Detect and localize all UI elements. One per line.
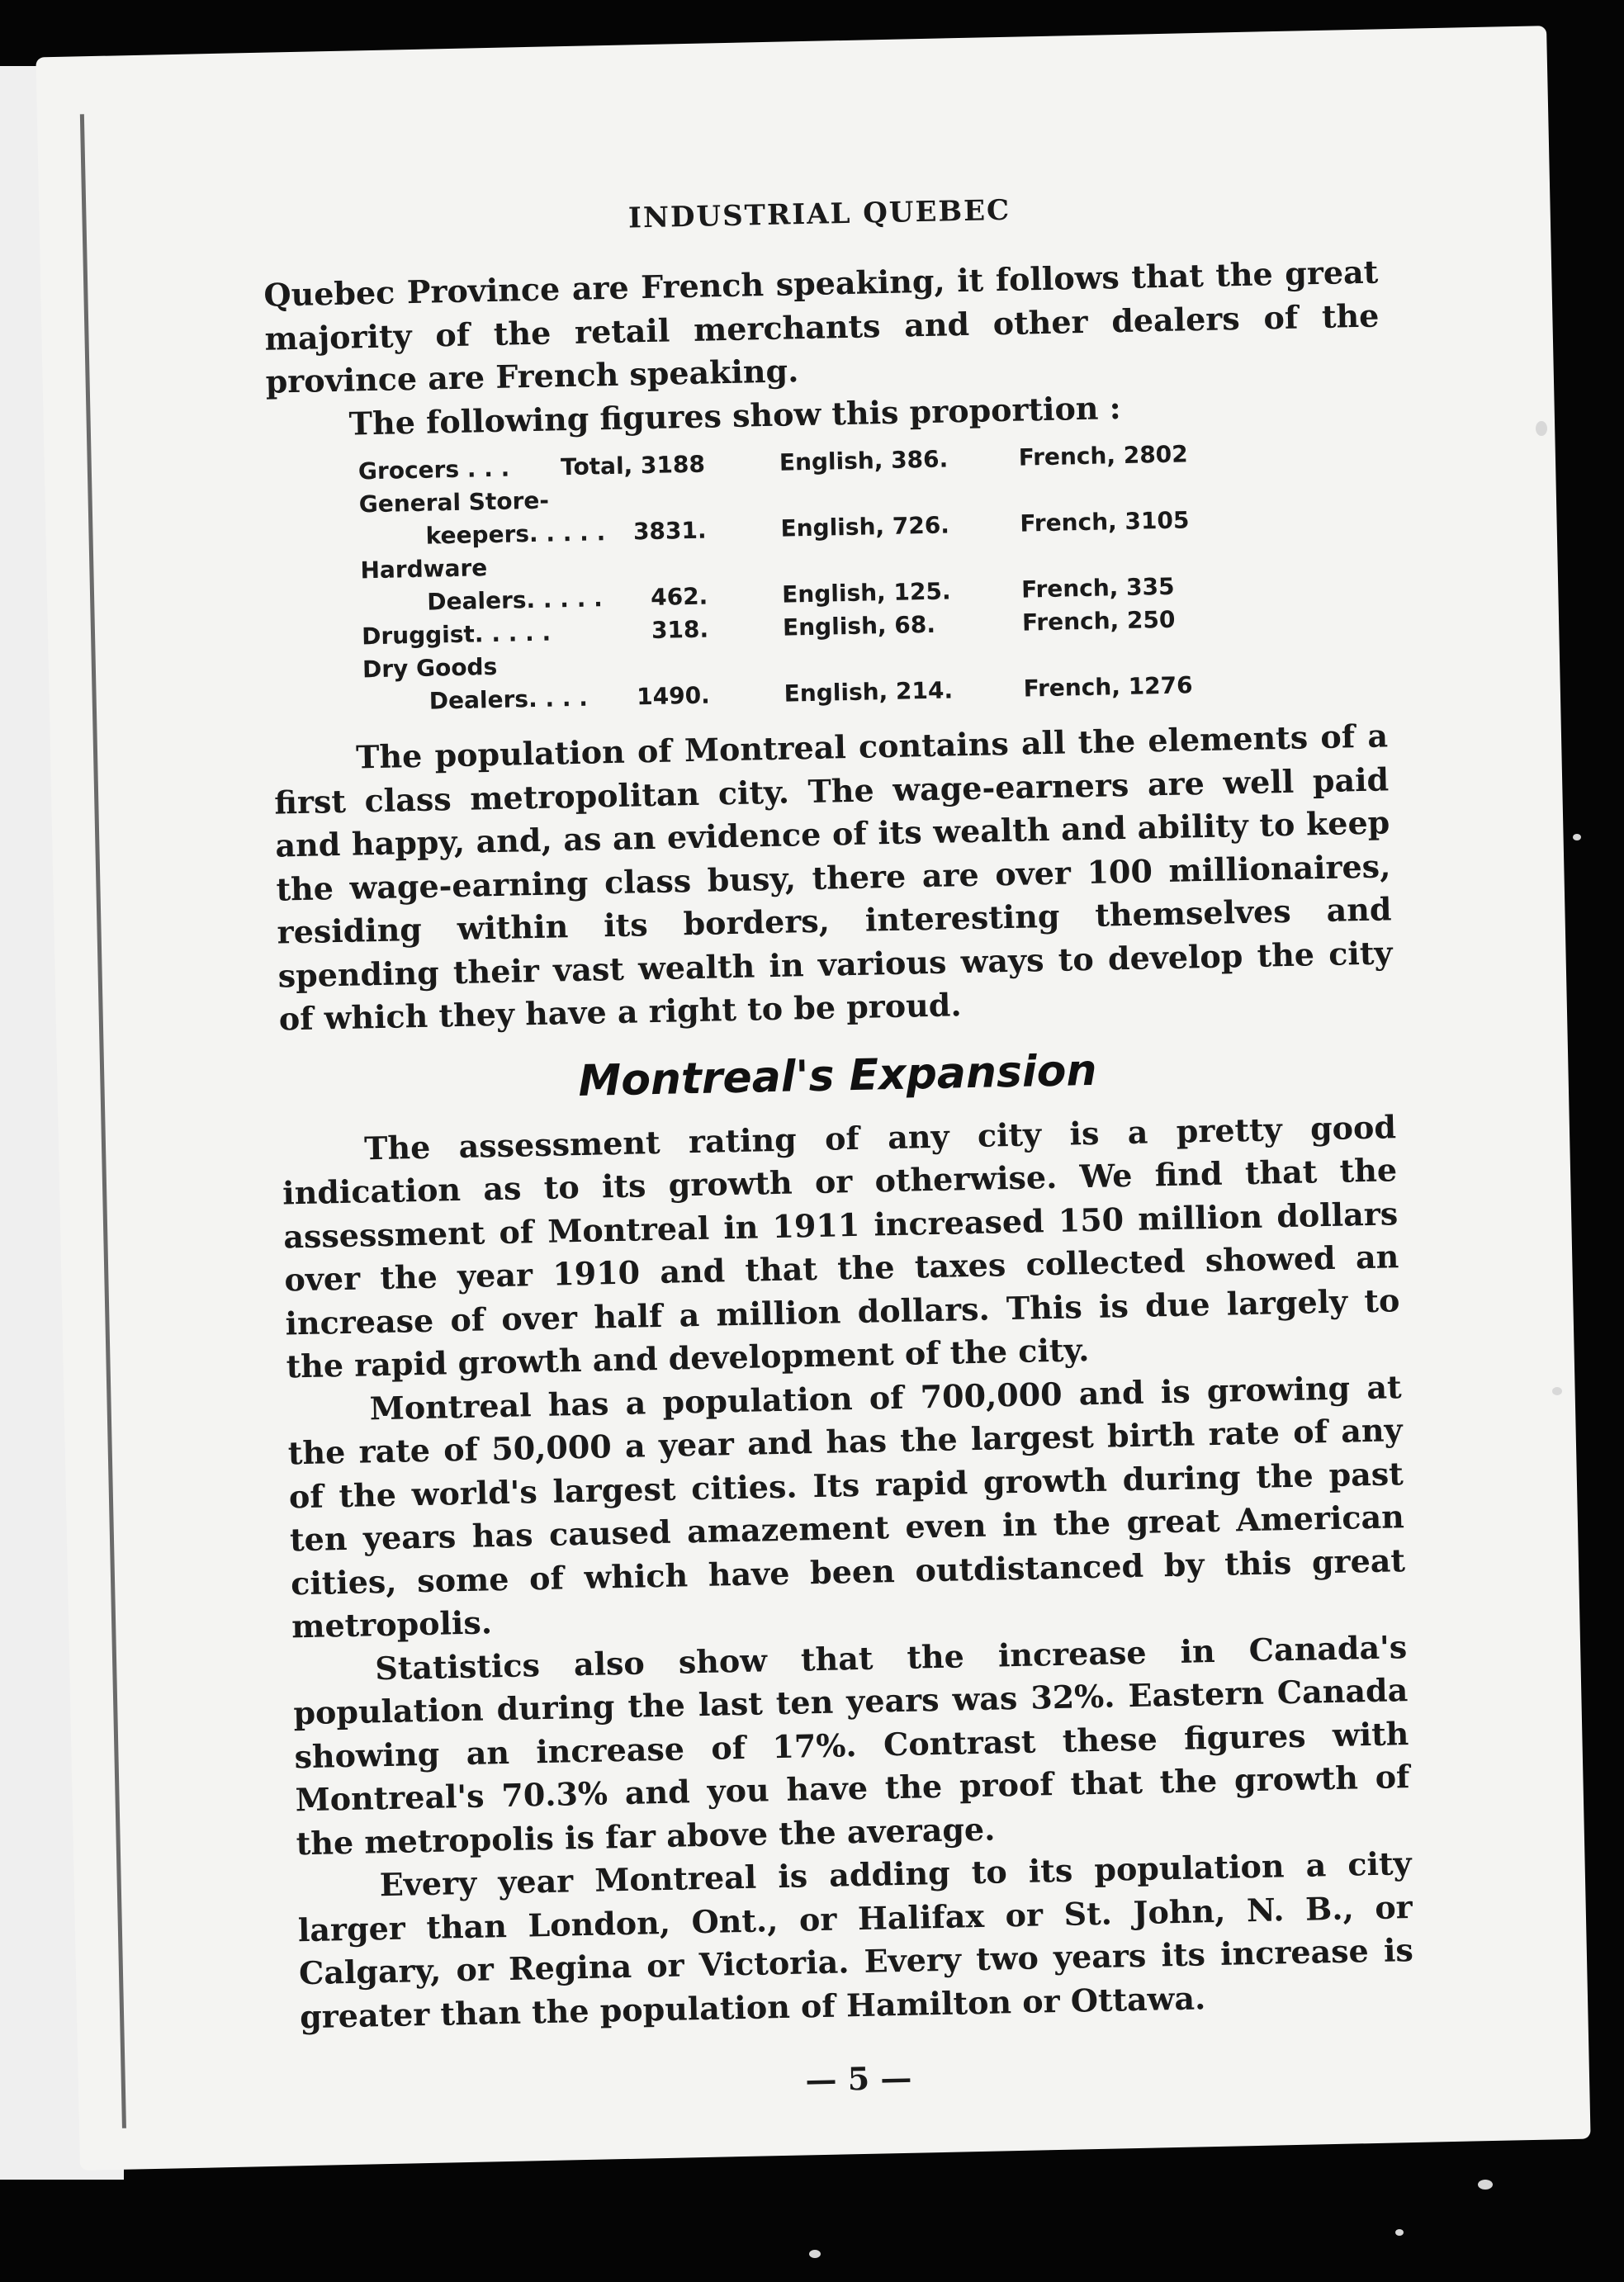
stat-label-line-1: Dry Goods	[362, 652, 498, 684]
stat-french: French, 3105	[1020, 506, 1190, 537]
stat-total: 462.	[650, 582, 708, 611]
paragraph-3: The population of Montreal contains all the elements of a first class metropolitan city. The wage-earners are well paid and happy, and, as an evidence of its wealth and ability to keep the wage-earning class busy, there are over 100 millionaires, residing within its borders, interesting themselves and spending their vast wealth in various ways to develop the city of which they have a right to be proud.	[273, 717, 1393, 1038]
stat-label-line-1: General Store-	[358, 486, 550, 518]
section-heading: Montreal's Expansion	[577, 1045, 1098, 1106]
stat-french: French, 2802	[1018, 440, 1189, 471]
gutter-line	[80, 114, 126, 2128]
stat-label-line-2: keepers. . . . .	[425, 518, 606, 550]
stat-total: 318.	[651, 615, 709, 644]
stat-total: 3831.	[632, 516, 707, 546]
page-number: — 5 —	[804, 2058, 912, 2099]
stat-label-line-2: Dealers. . . .	[428, 684, 589, 715]
stat-total: 1490.	[636, 681, 711, 711]
page-content	[262, 186, 1416, 2109]
paragraph-2: The following figures show this proportion :	[348, 388, 1122, 443]
paragraph-1: Quebec Province are French speaking, it follows that the great majority of the retail merchants and other dealers of the province are French speaking.	[263, 253, 1380, 400]
stat-label: Grocers . . .	[357, 454, 510, 485]
dust-speck	[1395, 2229, 1404, 2236]
stat-french: French, 1276	[1023, 671, 1193, 703]
stat-total: Total, 3188	[560, 450, 706, 481]
dust-speck	[809, 2250, 821, 2258]
dust-speck	[1573, 834, 1581, 840]
stat-label-line-2: Dealers. . . . .	[426, 585, 603, 616]
stat-label: Druggist. . . . .	[361, 618, 552, 651]
dealer-stats-table	[358, 437, 1255, 720]
paragraph-6: Statistics also show that the increase in Canada's population during the last ten years was 32%. Eastern Canada showing an increase of 17%. Contrast these figures with Montreal's 70.3% and you have the proof that the growth of the metropolis is far above the average.	[292, 1627, 1410, 1862]
book-page	[36, 26, 1590, 2171]
stat-french: French, 335	[1020, 572, 1175, 604]
paragraph-5: Montreal has a population of 700,000 and is growing at the rate of 50,000 a year and has the largest birth rate of any of the world's largest cities. Its rapid growth during the past ten years has caused amazement even in the great American cities, some of which have been outdistanced by this great metropolis.	[287, 1367, 1406, 1645]
running-head: INDUSTRIAL QUEBEC	[627, 193, 1011, 235]
stat-english: English, 726.	[780, 511, 950, 542]
stat-english: English, 68.	[782, 610, 936, 642]
stat-english: English, 125.	[781, 577, 951, 608]
dust-speck	[1552, 1387, 1562, 1395]
stat-english: English, 386.	[779, 445, 949, 476]
stat-french: French, 250	[1021, 605, 1176, 637]
paragraph-7: Every year Montreal is adding to its population a city larger than London, Ont., or Halifax or St. John, N. B., or Calgary, or Regina or Victoria. Every two years its increase is greater than the population of Hamilton or Ottawa.	[297, 1844, 1414, 2035]
stat-label-line-1: Hardware	[360, 554, 488, 585]
paragraph-4: The assessment rating of any city is a pretty good indication as to its growth or otherwise. We find that the assessment of Montreal in 1911 increased 150 million dollars over the year 1910 and that the taxes collected showed an increase of over half a million dollars. This is due largely to the rapid growth and development of the city.	[282, 1107, 1400, 1385]
stat-english: English, 214.	[784, 676, 954, 708]
dust-speck	[1536, 421, 1547, 436]
dust-speck	[1478, 2180, 1493, 2190]
